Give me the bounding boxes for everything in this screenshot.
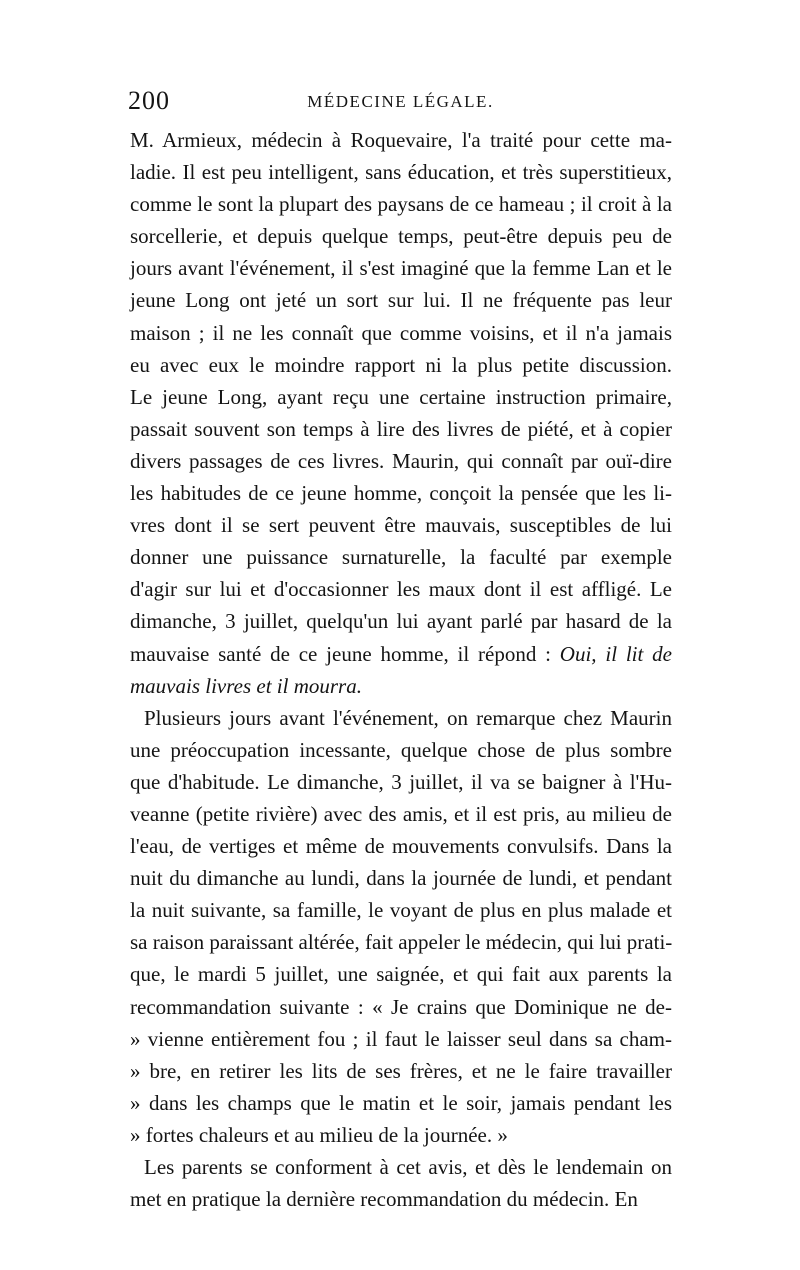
- text-run: que d'habitude. Le dimanche, 3 juillet, il va se baigner à l'Hu-: [130, 769, 672, 794]
- text-line: [130, 1087, 672, 1119]
- text-run: jeune Long ont jeté un sort sur lui. Il ne fréquente pas leur: [130, 288, 672, 313]
- text-line: [130, 284, 672, 316]
- text-line: [130, 830, 672, 862]
- text-line: [130, 1119, 672, 1151]
- text-line: [130, 670, 672, 702]
- text-run: M. Armieux, médecin à Roquevaire, l'a traité pour cette ma-: [130, 128, 672, 152]
- text-line: [130, 349, 672, 381]
- text-run: comme le sont la plupart des paysans de ce hameau ; il croit à la: [130, 192, 672, 217]
- text-run: Les parents se conforment à cet avis, et dès le lendemain on: [144, 1155, 672, 1179]
- text-run: » dans les champs que le matin et le soir, jamais pendant les: [130, 1090, 672, 1115]
- text-line: [130, 1055, 672, 1087]
- text-run: l'eau, de vertiges et même de mouvements convulsifs. Dans la: [130, 834, 672, 859]
- text-line: [130, 220, 672, 252]
- text-line: [130, 188, 672, 220]
- text-line: [130, 1183, 672, 1215]
- text-run: sa raison paraissant altérée, fait appeler le médecin, qui lui prati-: [130, 930, 673, 955]
- text-line: [130, 509, 672, 541]
- text-run: Plusieurs jours avant l'événement, on remarque chez Maurin: [144, 705, 672, 730]
- text-run: » fortes chaleurs et au milieu de la journée. »: [130, 1122, 508, 1147]
- text-run: » bre, en retirer les lits de ses frères, et ne le faire travailler: [130, 1058, 672, 1083]
- text-line: [130, 381, 672, 413]
- text-line: [130, 991, 672, 1023]
- text-run: dimanche, 3 juillet, quelqu'un lui ayant parlé par hasard de la: [130, 609, 672, 634]
- text-line: [130, 124, 672, 156]
- text-run: sorcellerie, et depuis quelque temps, peut-être depuis peu de: [130, 224, 672, 249]
- text-run: mauvaise santé de ce jeune homme, il répond :: [130, 641, 560, 666]
- text-run: divers passages de ces livres. Maurin, qui connaît par ouï-dire: [130, 448, 672, 473]
- text-run: Le jeune Long, ayant reçu une certaine instruction primaire,: [130, 384, 672, 409]
- text-line: [130, 958, 672, 990]
- text-line: [130, 541, 672, 573]
- italic-text: Oui, il lit de: [559, 641, 672, 666]
- text-line: [130, 894, 672, 926]
- text-run: jours avant l'événement, il s'est imaginé que la femme Lan et le: [130, 256, 672, 281]
- text-line: [130, 638, 672, 670]
- text-run: vres dont il se sert peuvent être mauvais, susceptibles de lui: [130, 513, 672, 538]
- body-text: [130, 124, 672, 1215]
- text-line: [130, 766, 672, 798]
- paragraph: [130, 1151, 672, 1215]
- text-run: une préoccupation incessante, quelque chose de plus sombre: [130, 737, 672, 762]
- text-run: ladie. Il est peu intelligent, sans éducation, et très superstitieux,: [130, 160, 672, 185]
- text-run: recommandation suivante : « Je crains que Dominique ne de-: [130, 994, 672, 1019]
- text-line: [130, 477, 672, 509]
- running-head: [128, 86, 673, 120]
- paragraph: [130, 702, 672, 1151]
- text-run: veanne (petite rivière) avec des amis, et il est pris, au milieu de: [130, 801, 672, 826]
- text-run: nuit du dimanche au lundi, dans la journée de lundi, et pendant: [130, 866, 672, 891]
- text-line: [130, 445, 672, 477]
- paragraph: [130, 124, 672, 702]
- text-line: [130, 573, 672, 605]
- running-title: MÉDECINE LÉGALE.: [307, 92, 494, 111]
- text-run: maison ; il ne les connaît que comme voisins, et il n'a jamais: [130, 320, 672, 345]
- text-line: [130, 862, 672, 894]
- text-line: [130, 317, 672, 349]
- text-run: eu avec eux le moindre rapport ni la plus petite discussion.: [130, 352, 672, 377]
- text-line: [130, 926, 672, 958]
- text-run: d'agir sur lui et d'occasionner les maux dont il est affligé. Le: [130, 577, 672, 602]
- text-run: » vienne entièrement fou ; il faut le laisser seul dans sa cham-: [130, 1026, 672, 1051]
- text-line: [130, 1151, 672, 1183]
- text-line: [130, 156, 672, 188]
- page-number: 200: [128, 86, 170, 115]
- text-line: [130, 798, 672, 830]
- text-line: [130, 734, 672, 766]
- text-run: donner une puissance surnaturelle, la faculté par exemple: [130, 545, 672, 570]
- text-line: [130, 252, 672, 284]
- text-run: met en pratique la dernière recommandation du médecin. En: [130, 1187, 638, 1212]
- text-line: [130, 413, 672, 445]
- text-run: que, le mardi 5 juillet, une saignée, et qui fait aux parents la: [130, 962, 672, 987]
- text-line: [130, 702, 672, 734]
- text-line: [130, 1023, 672, 1055]
- text-run: les habitudes de ce jeune homme, conçoit la pensée que les li-: [130, 481, 672, 506]
- italic-text: mauvais livres et il mourra.: [130, 673, 362, 698]
- text-run: passait souvent son temps à lire des livres de piété, et à copier: [130, 416, 672, 441]
- text-run: la nuit suivante, sa famille, le voyant de plus en plus malade et: [130, 898, 672, 923]
- text-line: [130, 605, 672, 637]
